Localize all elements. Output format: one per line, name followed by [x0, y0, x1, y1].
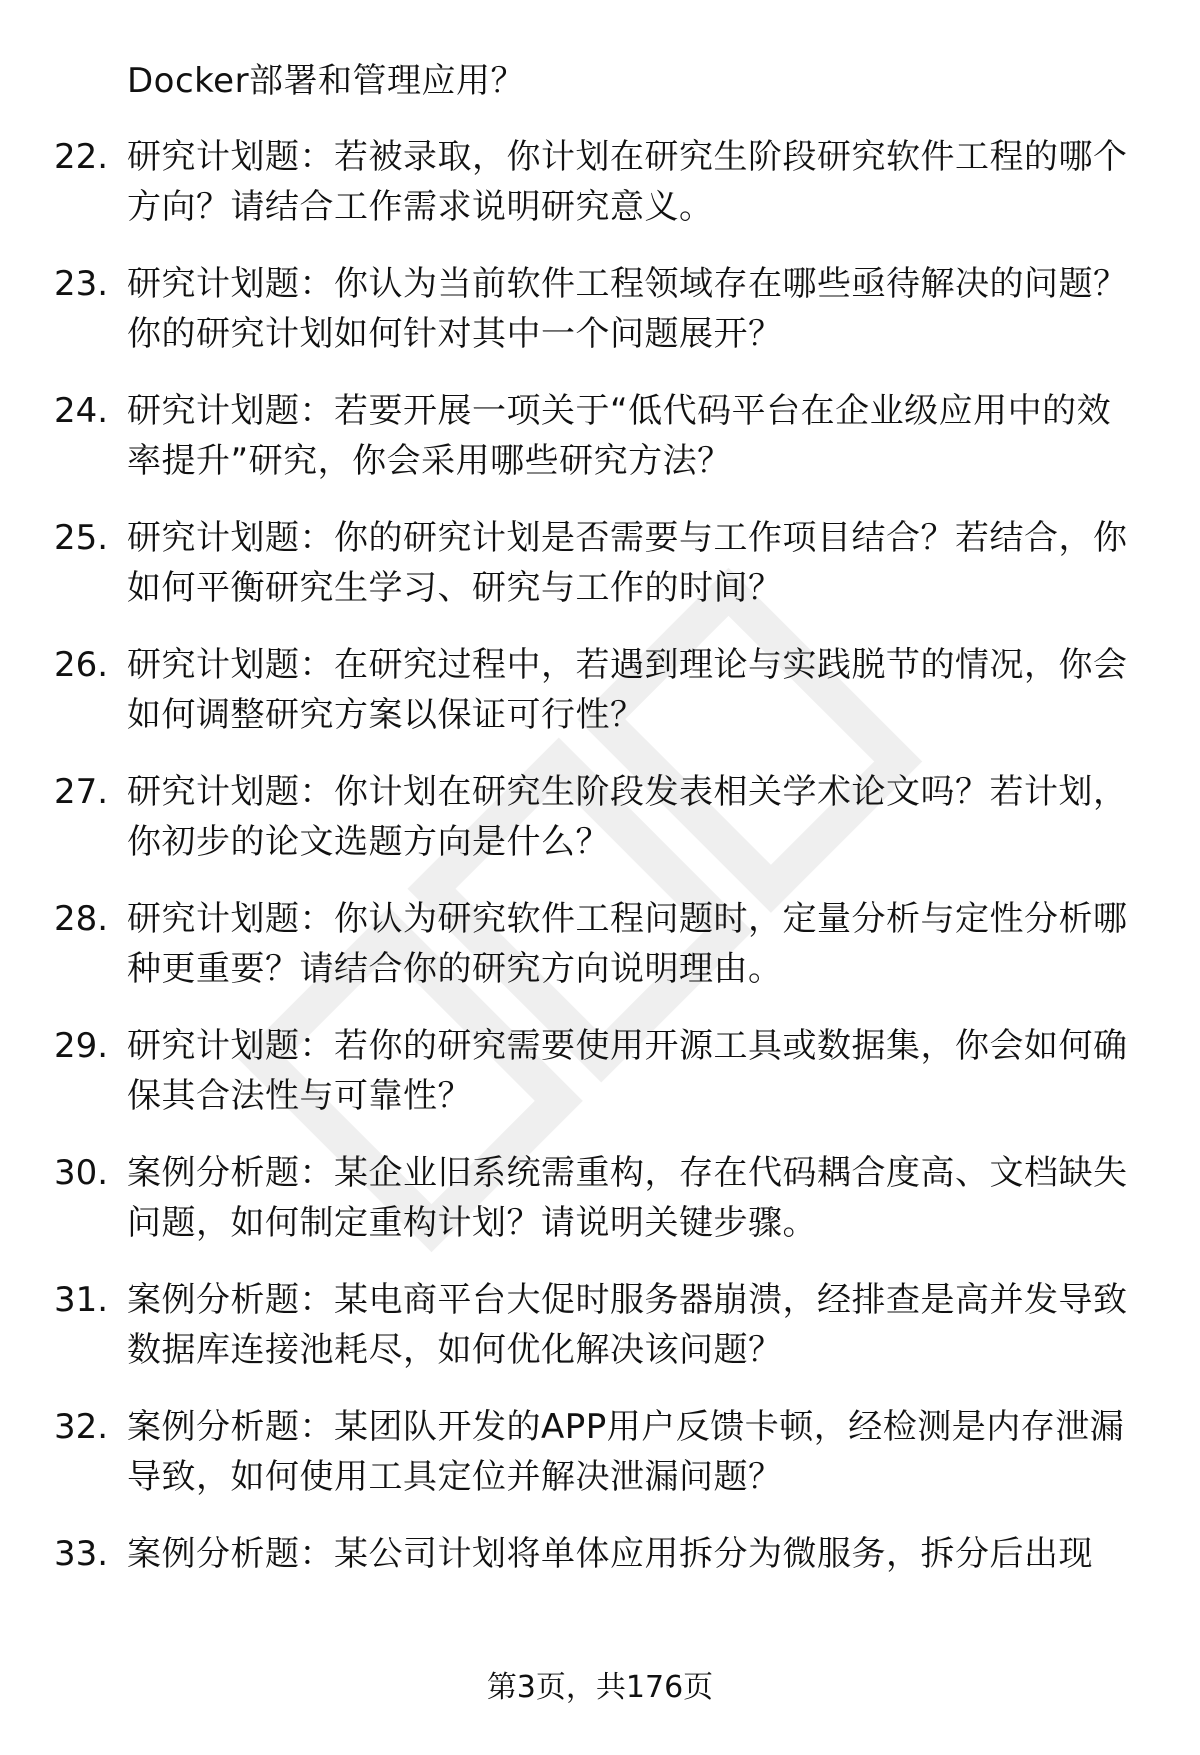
- question-number: 25.: [54, 518, 109, 558]
- question-item: [54, 132, 1154, 232]
- question-item: [54, 1402, 1154, 1502]
- page-number-footer: 第3页，共176页: [486, 1670, 714, 1705]
- question-text: 案例分析题：某公司计划将单体应用拆分为微服务，拆分后出现: [127, 1534, 1093, 1574]
- question-number: 23.: [54, 264, 109, 304]
- question-number: 30.: [54, 1153, 109, 1193]
- question-list: [54, 132, 1154, 1579]
- question-item: [54, 1275, 1154, 1375]
- question-item: [54, 640, 1154, 740]
- question-number: 31.: [54, 1280, 109, 1320]
- question-text: 研究计划题：在研究过程中，若遇到理论与实践脱节的情况，你会如何调整研究方案以保证可行性？: [127, 645, 1128, 735]
- question-number: 26.: [54, 645, 109, 685]
- question-number: 22.: [54, 137, 109, 177]
- question-item: [54, 1529, 1154, 1579]
- question-item: [54, 386, 1154, 486]
- question-text: 研究计划题：你认为当前软件工程领域存在哪些亟待解决的问题？你的研究计划如何针对其中一个问题展开？: [127, 264, 1128, 354]
- question-number: 32.: [54, 1407, 109, 1447]
- document-body: [54, 56, 1154, 1606]
- question-item: [54, 894, 1154, 994]
- question-text: 研究计划题：若要开展一项关于“低代码平台在企业级应用中的效率提升”研究，你会采用哪些研究方法？: [127, 391, 1112, 481]
- question-text: 研究计划题：你的研究计划是否需要与工作项目结合？若结合，你如何平衡研究生学习、研究与工作的时间？: [127, 518, 1128, 608]
- question-item: [54, 1021, 1154, 1121]
- question-number: 29.: [54, 1026, 109, 1066]
- question-item: [54, 513, 1154, 613]
- question-text: 研究计划题：若被录取，你计划在研究生阶段研究软件工程的哪个方向？请结合工作需求说明研究意义。: [127, 137, 1128, 227]
- question-text: 案例分析题：某企业旧系统需重构，存在代码耦合度高、文档缺失问题，如何制定重构计划？请说明关键步骤。: [127, 1153, 1128, 1243]
- question-number: 27.: [54, 772, 109, 812]
- question-text: 案例分析题：某电商平台大促时服务器崩溃，经排查是高并发导致数据库连接池耗尽，如何优化解决该问题？: [127, 1280, 1128, 1370]
- question-text: 研究计划题：你认为研究软件工程问题时，定量分析与定性分析哪种更重要？请结合你的研究方向说明理由。: [127, 899, 1128, 989]
- continued-question-text: Docker部署和管理应用？: [127, 61, 526, 101]
- question-number: 24.: [54, 391, 109, 431]
- question-text: 案例分析题：某团队开发的APP用户反馈卡顿，经检测是内存泄漏导致，如何使用工具定位并解决泄漏问题？: [127, 1407, 1125, 1497]
- question-item: [54, 767, 1154, 867]
- question-number: 33.: [54, 1534, 109, 1574]
- question-text: 研究计划题：你计划在研究生阶段发表相关学术论文吗？若计划，你初步的论文选题方向是什么？: [127, 772, 1128, 862]
- question-number: 28.: [54, 899, 109, 939]
- question-item: [54, 259, 1154, 359]
- question-text: 研究计划题：若你的研究需要使用开源工具或数据集，你会如何确保其合法性与可靠性？: [127, 1026, 1128, 1116]
- question-item: [54, 1148, 1154, 1248]
